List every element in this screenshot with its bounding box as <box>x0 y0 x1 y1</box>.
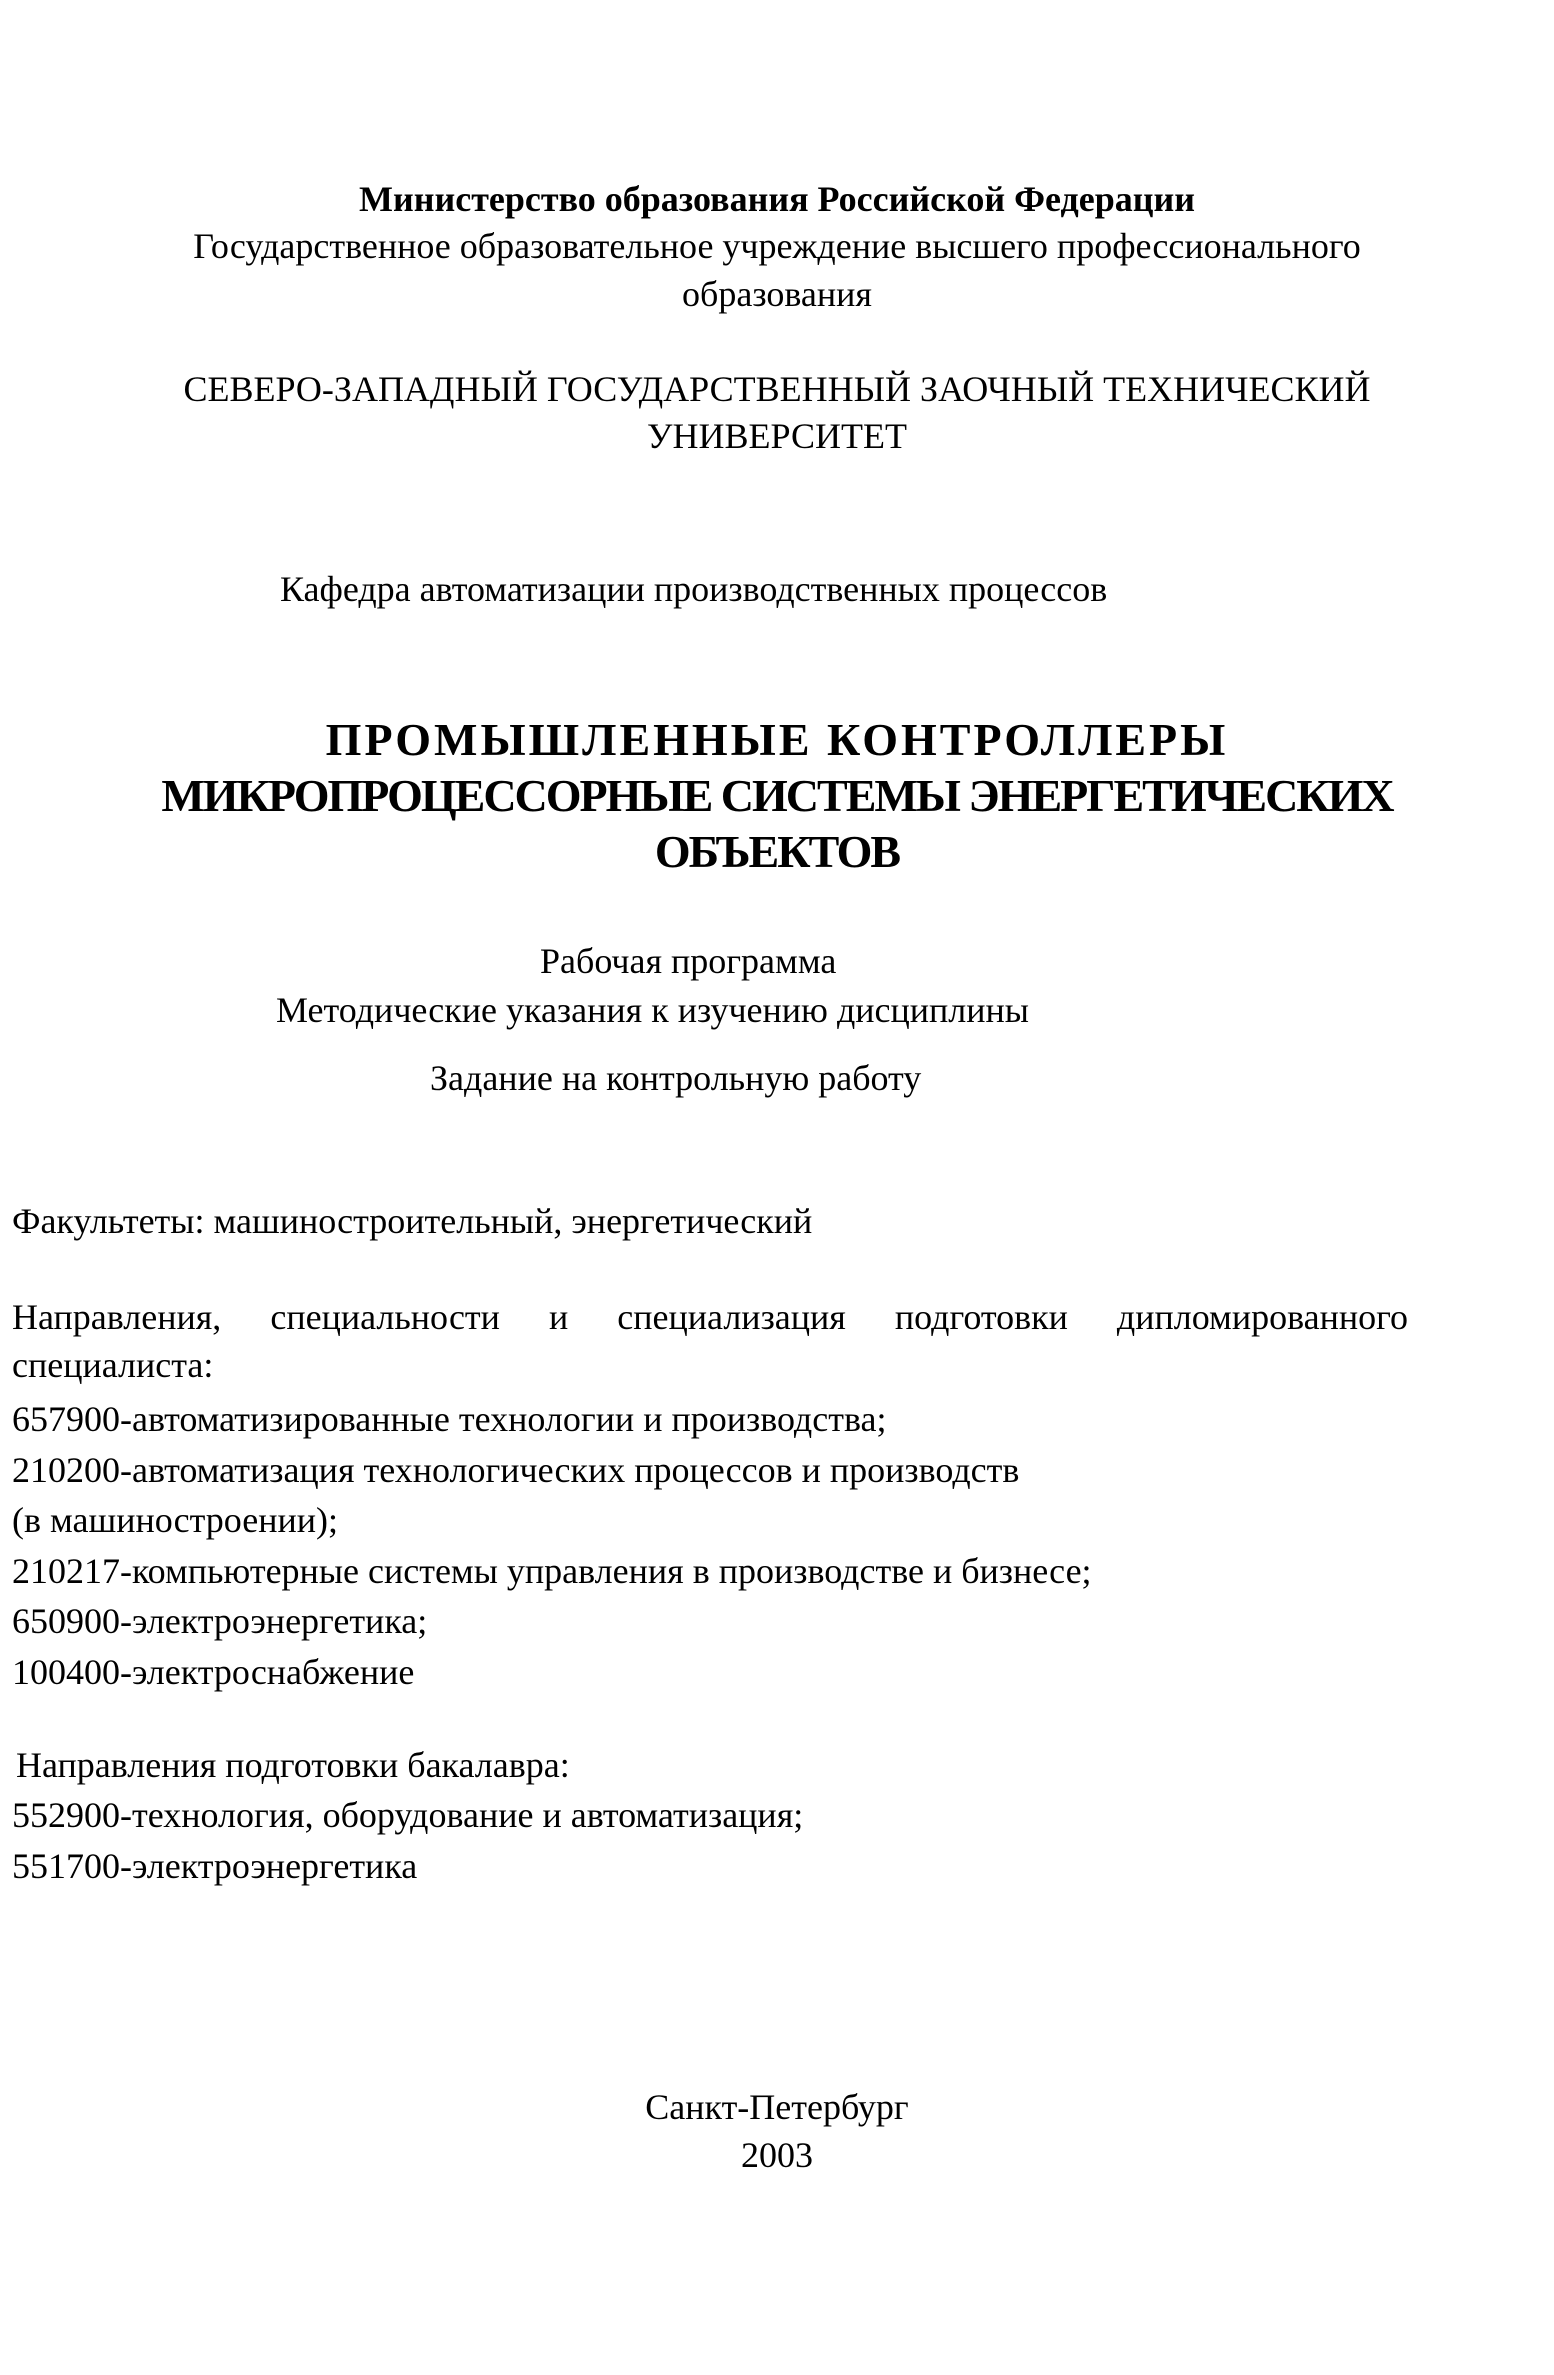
title-line-1: ПРОМЫШЛЕННЫЕ КОНТРОЛЛЕРЫ <box>325 714 1229 765</box>
bachelor-item: 552900-технология, оборудование и автоматизация; <box>12 1795 804 1835</box>
subtitle-line-1: Рабочая программа <box>540 941 837 981</box>
title-line-2: МИКРОПРОЦЕССОРНЫЕ СИСТЕМЫ ЭНЕРГЕТИЧЕСКИХ <box>161 770 1393 821</box>
bachelor-heading: Направления подготовки бакалавра: <box>16 1745 570 1785</box>
specialist-item: 210200-автоматизация технологических процессов и производств <box>12 1450 1020 1490</box>
year: 2003 <box>741 2135 813 2175</box>
subtitle-line-2: Методические указания к изучению дисциплины <box>276 990 1029 1030</box>
specialist-item: 650900-электроэнергетика; <box>12 1601 428 1641</box>
specialist-item: 100400-электроснабжение <box>12 1652 415 1692</box>
university-line-1: СЕВЕРО-ЗАПАДНЫЙ ГОСУДАРСТВЕННЫЙ ЗАОЧНЫЙ ТЕХНИЧЕСКИЙ <box>183 369 1371 409</box>
specialist-heading-line-2: специалиста: <box>12 1345 214 1385</box>
institution-line-1: Государственное образовательное учреждение высшего профессионального <box>193 226 1361 266</box>
university-line-2: УНИВЕРСИТЕТ <box>647 416 907 456</box>
faculties-text: Факультеты: машиностроительный, энергетический <box>12 1201 813 1241</box>
subtitle-line-3: Задание на контрольную работу <box>430 1058 922 1098</box>
specialist-item: (в машиностроении); <box>12 1500 339 1540</box>
specialist-heading-line-1: Направления, специальности и специализация подготовки дипломированного <box>12 1297 1408 1337</box>
department-name: Кафедра автоматизации производственных процессов <box>280 569 1108 609</box>
city: Санкт-Петербург <box>645 2087 909 2127</box>
title-line-3: ОБЪЕКТОВ <box>654 826 900 877</box>
ministry-heading: Министерство образования Российской Федерации <box>359 179 1195 219</box>
institution-line-2: образования <box>682 274 872 314</box>
specialist-item: 210217-компьютерные системы управления в производстве и бизнесе; <box>12 1551 1092 1591</box>
bachelor-item: 551700-электроэнергетика <box>12 1846 418 1886</box>
specialist-item: 657900-автоматизированные технологии и производства; <box>12 1399 887 1439</box>
